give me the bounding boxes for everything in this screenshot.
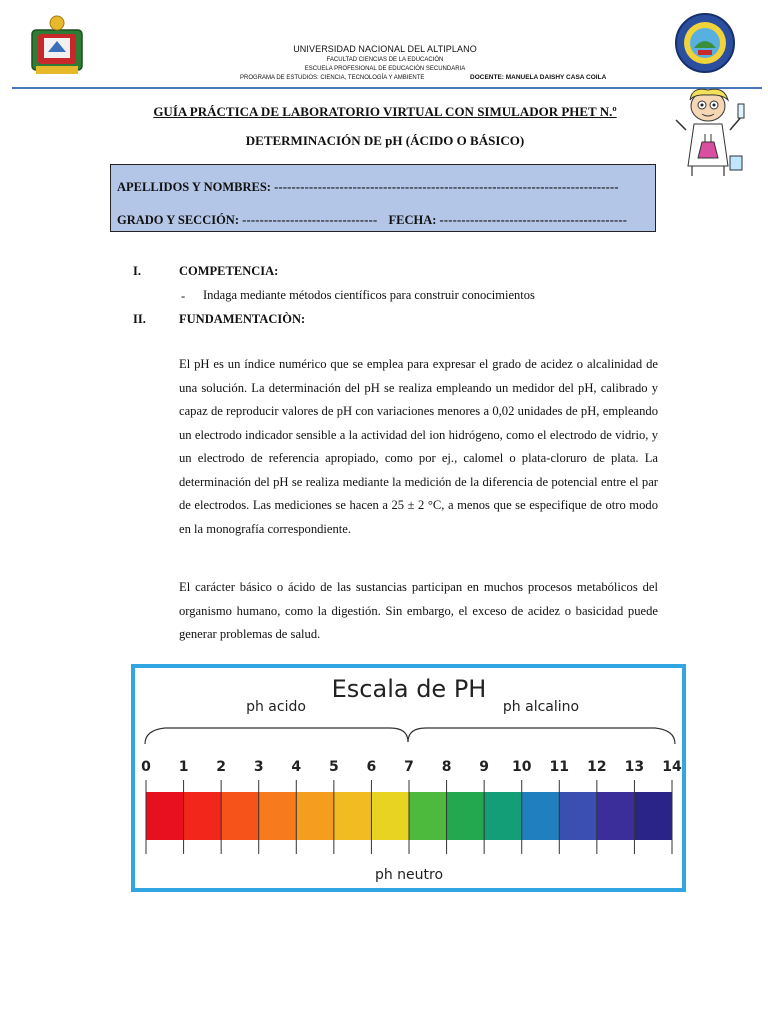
grade-blank[interactable]: ------------------------------- [242, 213, 378, 227]
ph-color-segment [559, 792, 597, 840]
ph-color-segment [447, 792, 485, 840]
acid-label: ph acido [246, 699, 306, 715]
ph-tick-label: 6 [366, 759, 377, 775]
grade-date-row [117, 213, 627, 228]
ph-color-segment [221, 792, 259, 840]
document-subtitle: DETERMINACIÓN DE pH (ÁCIDO O BÁSICO) [245, 133, 525, 148]
ph-tick-label: 0 [141, 759, 151, 775]
ph-tick-label: 12 [587, 759, 607, 775]
section-1-number: I. [133, 264, 141, 278]
names-label: APELLIDOS Y NOMBRES: [117, 180, 271, 194]
program-seal-logo [674, 12, 736, 74]
ph-color-segment [296, 792, 334, 840]
university-crest-logo [30, 14, 84, 78]
university-name: UNIVERSIDAD NACIONAL DEL ALTIPLANO [293, 44, 477, 54]
ph-tick-label: 4 [291, 759, 302, 775]
bullet-marker: - [181, 289, 186, 303]
ph-color-segment [184, 792, 222, 840]
names-blank[interactable]: ------------------------------------------------------------------------------- [274, 180, 619, 194]
student-info-box [110, 164, 656, 232]
ph-color-segment [371, 792, 409, 840]
alkaline-label: ph alcalino [502, 699, 580, 715]
teacher-name: DOCENTE: MANUELA DAISHY CASA COILA [470, 74, 607, 81]
school-name: ESCUELA PROFESIONAL DE EDUCACIÓN SECUNDARIA [304, 66, 466, 72]
ph-color-segment [484, 792, 522, 840]
ph-color-segment [334, 792, 372, 840]
names-row [117, 180, 619, 195]
header-divider [12, 87, 762, 89]
paragraph-ph-definition: El pH es un índice numérico que se emplea para expresar el grado de acidez o alcalinidad de una solución. La determinación del pH se realiza empleando un medidor del pH, calibrado y capaz de reproducir valores de pH con variaciones menores a 0,02 unidades de pH, empleando un electrodo indicador sensible a la actividad del ion hidrógeno, como el electrodo de vidrio, y un electrodo de referencia apropiado, como por ej., calomel o plata-cloruro de plata. La determinación del pH se realiza mediante la medición de la diferencia de potencial entre el par de electrodos. Las mediciones se hacen a 25 ± 2 °C, a menos que se especifique de otro modo en la monografía correspondiente. [179, 357, 658, 536]
date-blank[interactable]: ------------------------------------------- [439, 213, 628, 227]
ph-tick-label: 13 [624, 759, 645, 775]
ph-tick-label: 3 [253, 759, 264, 775]
ph-color-segment [146, 792, 184, 840]
ph-tick-label: 7 [404, 759, 414, 775]
ph-scale-svg [135, 668, 682, 888]
neutral-label: ph neutro [374, 867, 444, 883]
ph-tick-label: 5 [328, 759, 339, 775]
section-1-title: COMPETENCIA: [179, 264, 279, 278]
alkaline-brace [408, 728, 675, 744]
ph-tick-label: 1 [178, 759, 189, 775]
ph-color-segment [522, 792, 560, 840]
document-title: GUÍA PRÁCTICA DE LABORATORIO VIRTUAL CON SIMULADOR PHET N.º [153, 104, 617, 119]
ph-tick-label: 8 [441, 759, 452, 775]
section-2-title: FUNDAMENTACIÒN: [179, 312, 306, 326]
ph-color-segment [634, 792, 672, 840]
ph-scale-figure [131, 664, 686, 892]
competence-item: Indaga mediante métodos científicos para construir conocimientos [203, 288, 535, 302]
grade-label: GRADO Y SECCIÓN: [117, 213, 239, 227]
ph-color-segment [409, 792, 447, 840]
ph-tick-label: 9 [479, 759, 490, 775]
ph-tick-label: 11 [549, 759, 570, 775]
section-2-number: II. [133, 312, 146, 326]
acid-brace [145, 728, 408, 744]
scientist-illustration [672, 86, 752, 178]
program-name: PROGRAMA DE ESTUDIOS: CIENCIA, TECNOLOGÍA Y AMBIENTE [240, 75, 425, 81]
paragraph-health: El carácter básico o ácido de las sustancias participan en muchos procesos metabólicos del organismo humano, como la digestión. Sin embargo, el exceso de acidez o basicidad puede generar problemas de salud. [179, 580, 658, 641]
date-label: FECHA: [388, 213, 437, 227]
ph-tick-label: 2 [216, 759, 227, 775]
ph-scale-title: Escala de PH [331, 675, 487, 703]
ph-tick-label: 14 [662, 759, 682, 775]
ph-tick-label: 10 [511, 759, 532, 775]
ph-tick-labels [141, 759, 682, 775]
ph-color-segment [597, 792, 635, 840]
ph-color-segment [259, 792, 297, 840]
faculty-name: FACULTAD CIENCIAS DE LA EDUCACIÓN [326, 57, 444, 63]
